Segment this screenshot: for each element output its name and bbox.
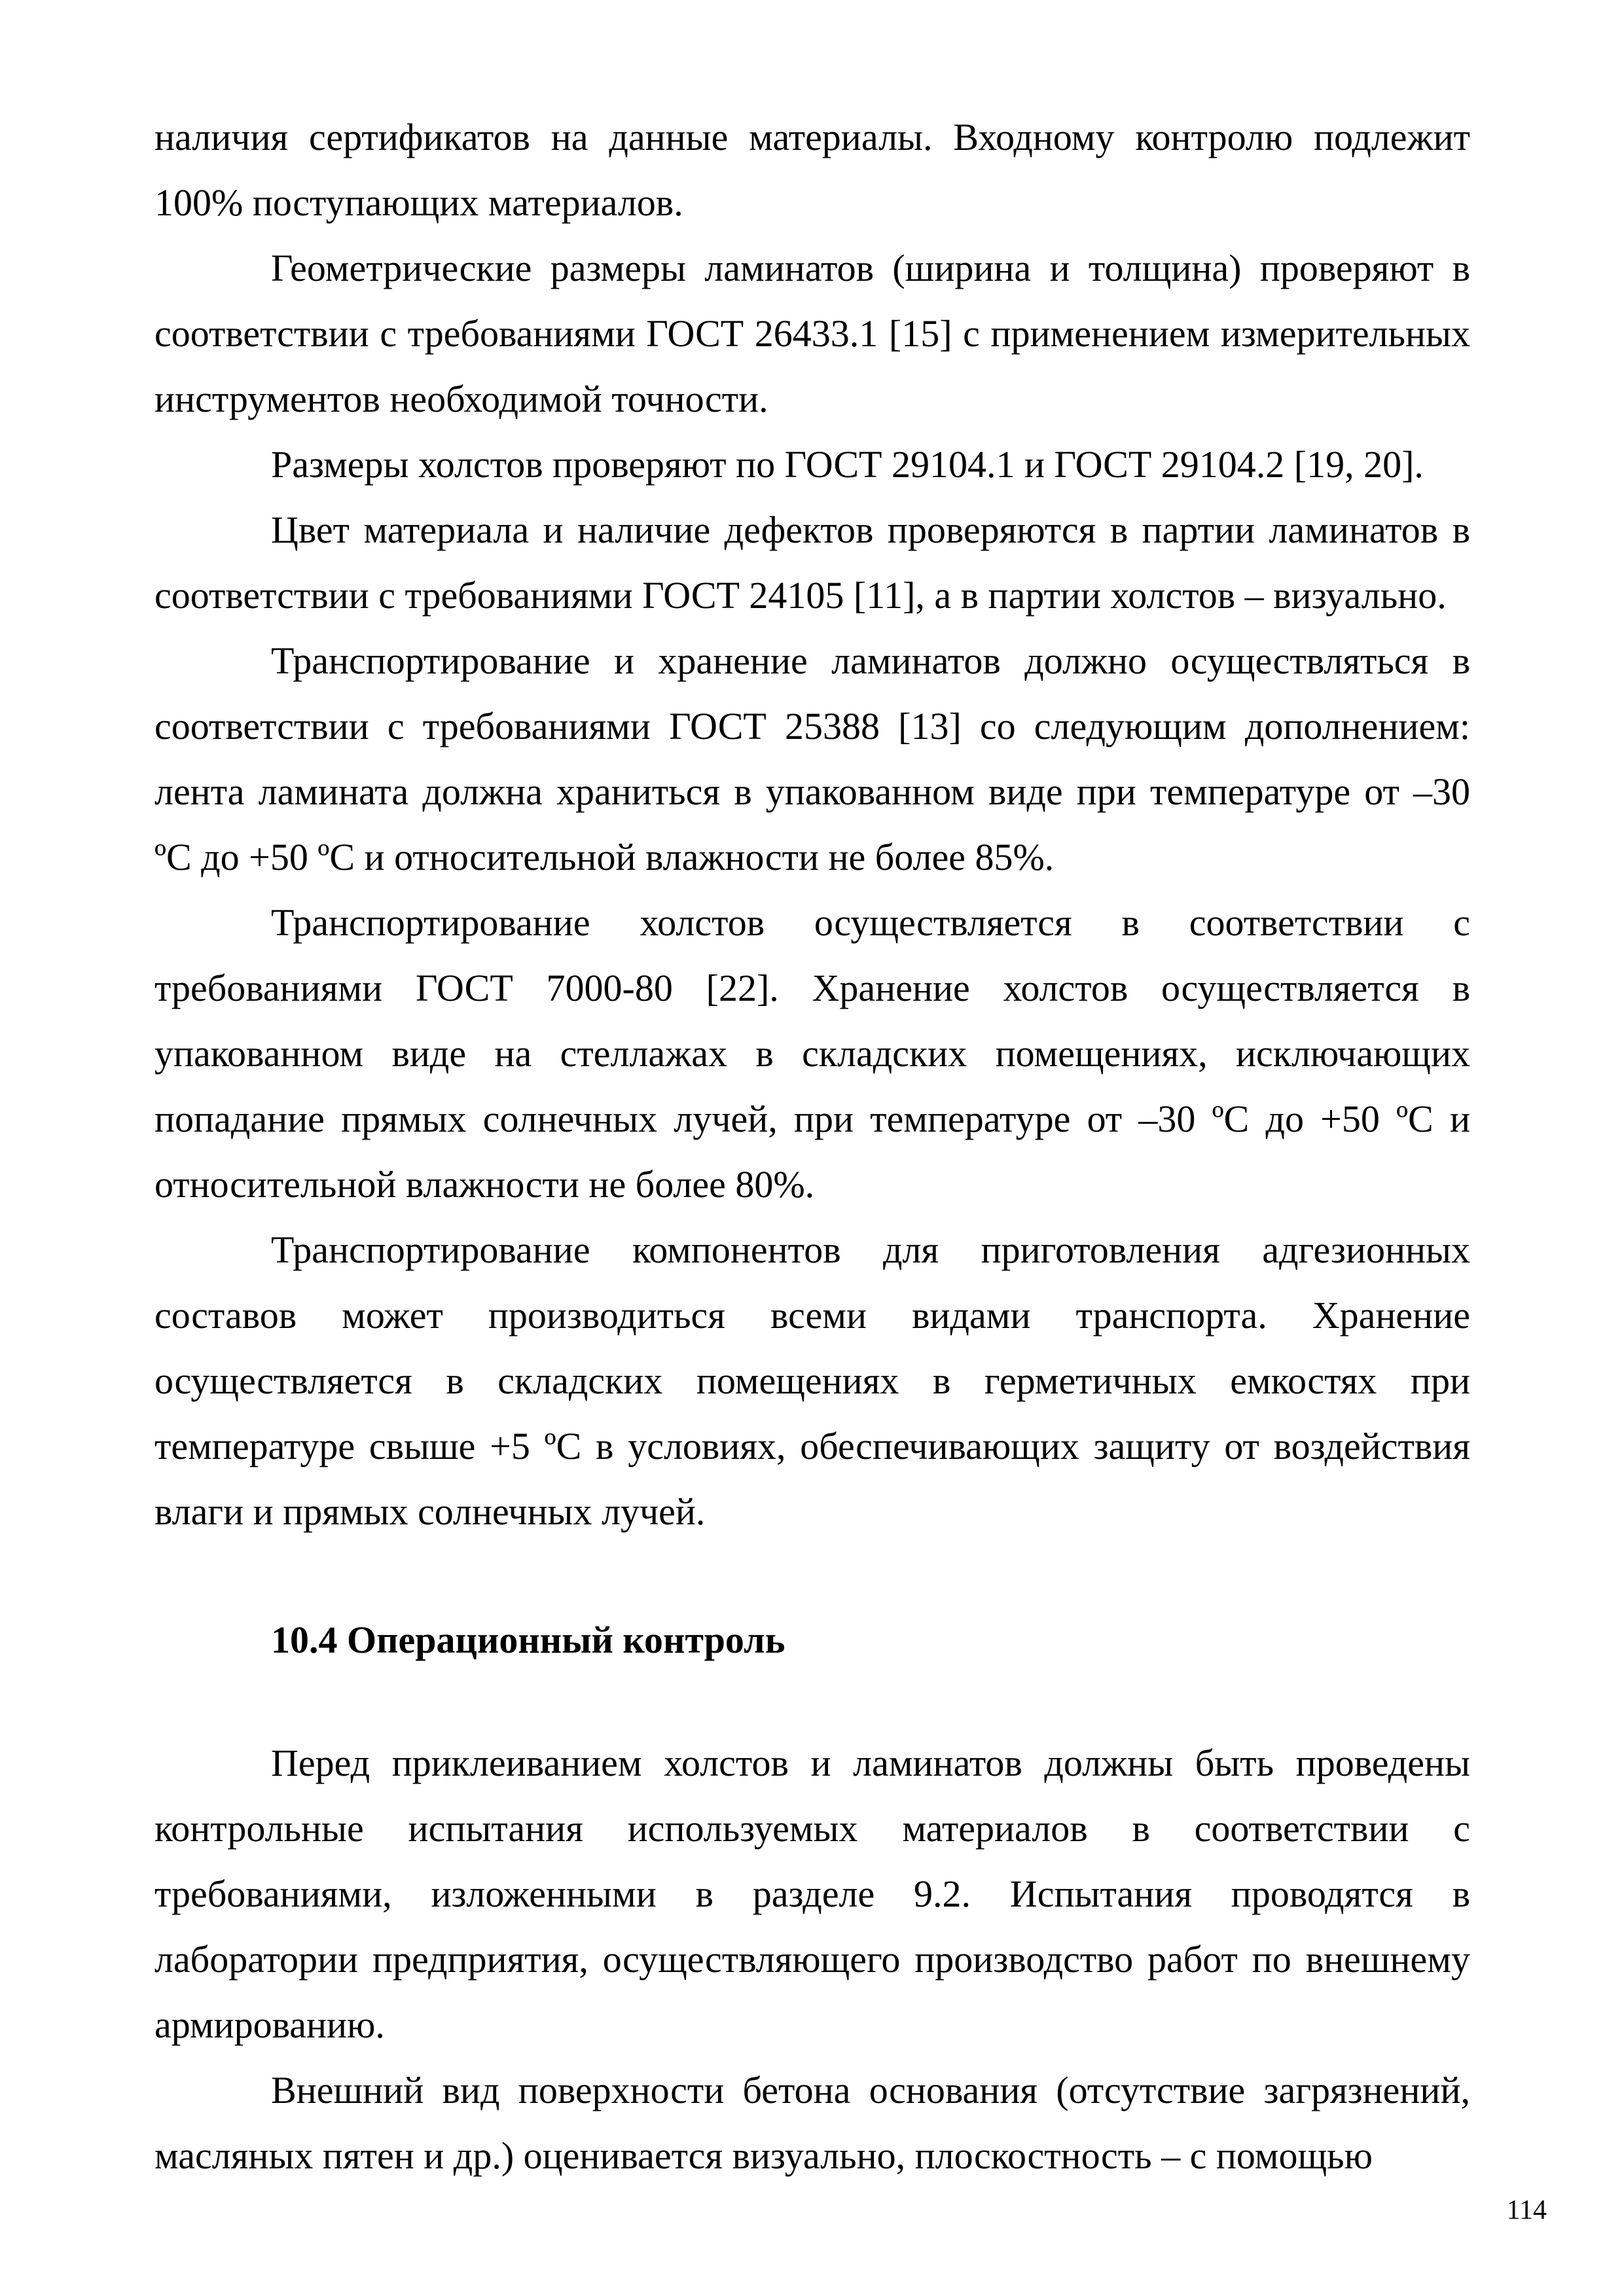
paragraph-laminate-storage: Транспортирование и хранение ламинатов должно осуществляться в соответствии с требованиями ГОСТ 25388 [13] со следующим дополнением: лента ламината должна храниться в упакованном виде при температуре от –30 ºС до +50 ºС и относительной влажности не более 85%. bbox=[154, 639, 1470, 878]
paragraph-components-storage: Транспортирование компонентов для приготовления адгезионных составов может производиться всеми видами транспорта. Хранение осуществляется в складских помещениях в герметичных емкостях при температуре свыше +5 ºС в условиях, обеспечивающих защиту от воздействия влаги и прямых солнечных лучей. bbox=[154, 1229, 1470, 1533]
paragraph-canvas-dimensions: Размеры холстов проверяют по ГОСТ 29104.1 и ГОСТ 29104.2 [19, 20]. bbox=[271, 443, 1424, 486]
page-number: 114 bbox=[1506, 2195, 1547, 2225]
paragraph-canvas-storage: Транспортирование холстов осуществляется в соответствии с требованиями ГОСТ 7000-80 [22]. Хранение холстов осуществляется в упакованном виде на стеллажах в складских помещениях, исключающих попадание прямых солнечных лучей, при температуре от –30 ºС до +50 ºС и относительной влажности не более 80%. bbox=[154, 901, 1470, 1206]
page-body bbox=[154, 105, 1470, 2189]
paragraph-continuation: наличия сертификатов на данные материалы. Входному контролю подлежит 100% поступающих материалов. bbox=[154, 116, 1470, 224]
section-heading: 10.4 Операционный контроль bbox=[271, 1619, 785, 1661]
paragraph-control-tests: Перед приклеиванием холстов и ламинатов должны быть проведены контрольные испытания используемых материалов в соответствии с требованиями, изложенными в разделе 9.2. Испытания проводятся в лаборатории предприятия, осуществляющего производство работ по внешнему армированию. bbox=[154, 1742, 1470, 2046]
paragraph-color-defects: Цвет материала и наличие дефектов проверяются в партии ламинатов в соответствии с требованиями ГОСТ 24105 [11], а в партии холстов – визуально. bbox=[154, 509, 1470, 617]
paragraph-concrete-surface: Внешний вид поверхности бетона основания (отсутствие загрязнений, масляных пятен и др.) оценивается визуально, плоскостность – с помощью bbox=[154, 2069, 1470, 2177]
paragraph-geometric-dimensions: Геометрические размеры ламинатов (ширина и толщина) проверяют в соответствии с требованиями ГОСТ 26433.1 [15] с применением измерительных инструментов необходимой точности. bbox=[154, 247, 1470, 420]
